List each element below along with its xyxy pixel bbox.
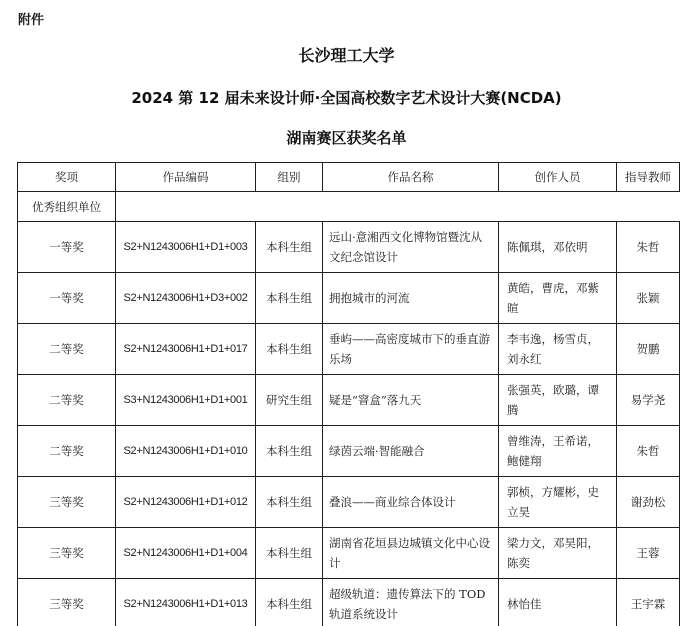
cell-title: 绿茵云端·智能融合 bbox=[323, 426, 499, 477]
header-group: 组别 bbox=[256, 163, 323, 192]
header-creators: 创作人员 bbox=[499, 163, 617, 192]
cell-creators: 郭桢，方耀彬，史立昊 bbox=[499, 477, 617, 528]
cell-code: S2+N1243006H1+D3+002 bbox=[116, 273, 256, 324]
cell-title: 远山·意湘西文化博物馆暨沈从文纪念馆设计 bbox=[323, 222, 499, 273]
awards-table-body bbox=[18, 192, 680, 626]
cell-special-award: 优秀组织单位 bbox=[18, 192, 116, 222]
cell-creators: 李韦逸，杨雪贞，刘永红 bbox=[499, 324, 617, 375]
attachment-label: 附件 bbox=[18, 13, 45, 28]
cell-code: S2+N1243006H1+D1+017 bbox=[116, 324, 256, 375]
table-row bbox=[18, 375, 680, 426]
cell-creators: 陈佩琪，邓依明 bbox=[499, 222, 617, 273]
table-row bbox=[18, 222, 680, 273]
cell-creators: 曾维涛，王希诺，鲍健翔 bbox=[499, 426, 617, 477]
title-university: 长沙理工大学 bbox=[298, 46, 395, 65]
cell-award: 三等奖 bbox=[18, 579, 116, 626]
cell-title: 湖南省花垣县边城镇文化中心设计 bbox=[323, 528, 499, 579]
table-row bbox=[18, 324, 680, 375]
cell-code: S3+N1243006H1+D1+001 bbox=[116, 375, 256, 426]
awards-table bbox=[17, 162, 680, 626]
cell-advisor: 谢劲松 bbox=[617, 477, 680, 528]
cell-title: 拥抱城市的河流 bbox=[323, 273, 499, 324]
cell-title: 疑是“窨盒”落九天 bbox=[323, 375, 499, 426]
table-row bbox=[18, 477, 680, 528]
cell-award: 一等奖 bbox=[18, 273, 116, 324]
cell-award: 二等奖 bbox=[18, 426, 116, 477]
cell-group: 本科生组 bbox=[256, 426, 323, 477]
cell-group: 本科生组 bbox=[256, 528, 323, 579]
header-advisor: 指导教师 bbox=[617, 163, 680, 192]
cell-group: 本科生组 bbox=[256, 477, 323, 528]
header-award: 奖项 bbox=[18, 163, 116, 192]
cell-award: 三等奖 bbox=[18, 528, 116, 579]
cell-code: S2+N1243006H1+D1+012 bbox=[116, 477, 256, 528]
table-row bbox=[18, 426, 680, 477]
cell-title: 垂屿——高密度城市下的垂直游乐场 bbox=[323, 324, 499, 375]
table-row bbox=[18, 528, 680, 579]
title-competition: 2024 第 12 届未来设计师·全国高校数字艺术设计大赛(NCDA) bbox=[131, 89, 562, 107]
cell-group: 本科生组 bbox=[256, 222, 323, 273]
table-row bbox=[18, 273, 680, 324]
cell-award: 二等奖 bbox=[18, 324, 116, 375]
cell-advisor: 易学尧 bbox=[617, 375, 680, 426]
cell-title: 叠浪——商业综合体设计 bbox=[323, 477, 499, 528]
cell-code: S2+N1243006H1+D1+010 bbox=[116, 426, 256, 477]
cell-award: 一等奖 bbox=[18, 222, 116, 273]
cell-creators: 黄皓，曹虎，邓紫暄 bbox=[499, 273, 617, 324]
cell-code: S2+N1243006H1+D1+003 bbox=[116, 222, 256, 273]
cell-creators: 梁力文，邓昊阳，陈奕 bbox=[499, 528, 617, 579]
cell-advisor: 朱哲 bbox=[617, 426, 680, 477]
cell-advisor: 朱哲 bbox=[617, 222, 680, 273]
header-row bbox=[18, 163, 680, 192]
table-row bbox=[18, 579, 680, 626]
cell-advisor: 张颖 bbox=[617, 273, 680, 324]
cell-title: 超级轨道：遗传算法下的 TOD 轨道系统设计 bbox=[323, 579, 499, 626]
awards-table-head bbox=[18, 163, 680, 192]
cell-group: 本科生组 bbox=[256, 324, 323, 375]
cell-special-merged-empty bbox=[116, 192, 680, 222]
header-code: 作品编码 bbox=[116, 163, 256, 192]
cell-advisor: 王宇霖 bbox=[617, 579, 680, 626]
cell-award: 三等奖 bbox=[18, 477, 116, 528]
title-awards-list: 湖南赛区获奖名单 bbox=[286, 129, 407, 147]
cell-code: S2+N1243006H1+D1+004 bbox=[116, 528, 256, 579]
cell-advisor: 贺鹏 bbox=[617, 324, 680, 375]
cell-group: 本科生组 bbox=[256, 273, 323, 324]
cell-creators: 张强英，欧璐，谭腾 bbox=[499, 375, 617, 426]
cell-advisor: 王蓉 bbox=[617, 528, 680, 579]
cell-group: 研究生组 bbox=[256, 375, 323, 426]
header-title: 作品名称 bbox=[323, 163, 499, 192]
cell-code: S2+N1243006H1+D1+013 bbox=[116, 579, 256, 626]
cell-creators: 林怡佳 bbox=[499, 579, 617, 626]
cell-award: 二等奖 bbox=[18, 375, 116, 426]
special-row bbox=[18, 192, 680, 222]
cell-group: 本科生组 bbox=[256, 579, 323, 626]
